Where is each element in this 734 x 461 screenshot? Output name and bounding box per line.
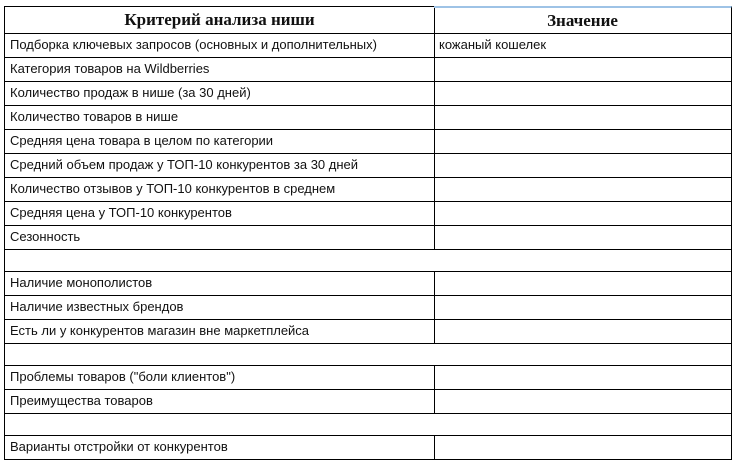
spacer-cell[interactable] <box>4 344 732 366</box>
criterion-cell[interactable]: Средний объем продаж у ТОП-10 конкурентов за 30 дней <box>4 154 435 178</box>
table-row <box>4 272 732 296</box>
table-header-row <box>4 6 732 34</box>
spacer-row <box>4 344 732 366</box>
header-value[interactable]: Значение <box>434 6 732 34</box>
value-cell[interactable] <box>434 272 732 296</box>
criterion-cell[interactable]: Есть ли у конкурентов магазин вне маркетплейса <box>4 320 435 344</box>
criterion-cell[interactable]: Наличие известных брендов <box>4 296 435 320</box>
criterion-cell[interactable]: Категория товаров на Wildberries <box>4 58 435 82</box>
value-cell[interactable] <box>434 226 732 250</box>
table-row <box>4 390 732 414</box>
value-cell[interactable] <box>434 436 732 460</box>
spacer-cell[interactable] <box>4 250 732 272</box>
table-row <box>4 34 732 58</box>
table-row <box>4 130 732 154</box>
spacer-row <box>4 250 732 272</box>
criterion-cell[interactable]: Средняя цена товара в целом по категории <box>4 130 435 154</box>
table-row <box>4 178 732 202</box>
value-cell[interactable] <box>434 154 732 178</box>
value-cell[interactable] <box>434 130 732 154</box>
criterion-cell[interactable]: Варианты отстройки от конкурентов <box>4 436 435 460</box>
table-row <box>4 296 732 320</box>
value-cell[interactable] <box>434 320 732 344</box>
value-cell[interactable]: кожаный кошелек <box>434 34 732 58</box>
table-row <box>4 202 732 226</box>
criterion-cell[interactable]: Средняя цена у ТОП-10 конкурентов <box>4 202 435 226</box>
value-cell[interactable] <box>434 82 732 106</box>
value-cell[interactable] <box>434 390 732 414</box>
value-cell[interactable] <box>434 202 732 226</box>
value-cell[interactable] <box>434 58 732 82</box>
header-criterion[interactable]: Критерий анализа ниши <box>4 6 435 34</box>
value-cell[interactable] <box>434 366 732 390</box>
criterion-cell[interactable]: Подборка ключевых запросов (основных и дополнительных) <box>4 34 435 58</box>
spacer-row <box>4 414 732 436</box>
table-row <box>4 58 732 82</box>
criterion-cell[interactable]: Наличие монополистов <box>4 272 435 296</box>
table-row <box>4 106 732 130</box>
spacer-cell[interactable] <box>4 414 732 436</box>
value-cell[interactable] <box>434 178 732 202</box>
criterion-cell[interactable]: Количество товаров в нише <box>4 106 435 130</box>
value-cell[interactable] <box>434 106 732 130</box>
criterion-cell[interactable]: Сезонность <box>4 226 435 250</box>
table-row <box>4 82 732 106</box>
table-row <box>4 226 732 250</box>
table-row <box>4 154 732 178</box>
criterion-cell[interactable]: Проблемы товаров ("боли клиентов") <box>4 366 435 390</box>
table-row <box>4 320 732 344</box>
table-row <box>4 366 732 390</box>
criterion-cell[interactable]: Количество продаж в нише (за 30 дней) <box>4 82 435 106</box>
table-row <box>4 436 732 460</box>
criterion-cell[interactable]: Количество отзывов у ТОП-10 конкурентов в среднем <box>4 178 435 202</box>
criterion-cell[interactable]: Преимущества товаров <box>4 390 435 414</box>
value-cell[interactable] <box>434 296 732 320</box>
